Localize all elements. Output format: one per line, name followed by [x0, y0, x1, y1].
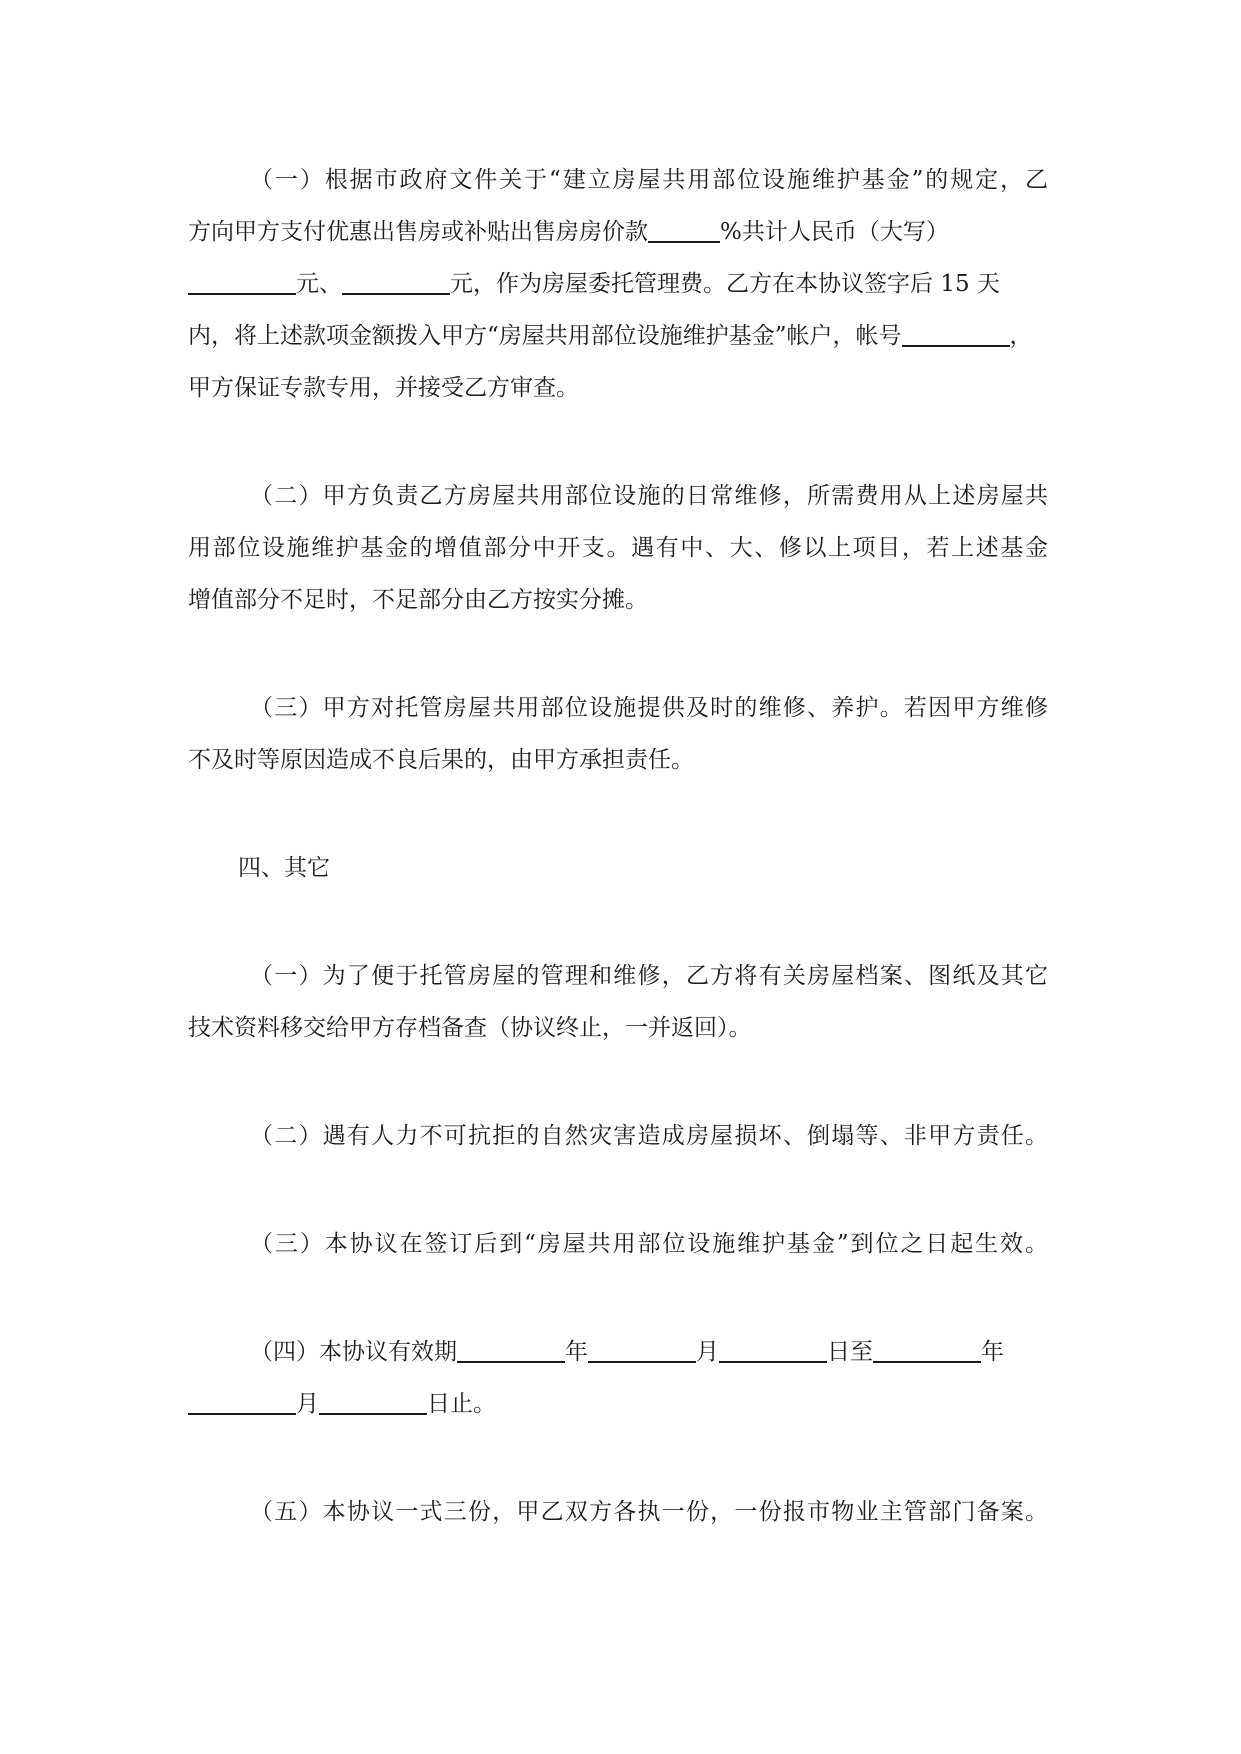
section-heading: 四、其它 — [238, 855, 330, 881]
clause-3-line-2: 不及时等原因造成不良后果的，由甲方承担责任。 — [188, 747, 694, 773]
clause-1-line-4 — [188, 316, 1033, 356]
month-label: 月 — [696, 1339, 719, 1365]
blank-field — [188, 267, 296, 295]
clause-2-line-2: 用部位设施维护基金的增值部分中开支。遇有中、大、修以上项目，若上述基金 — [188, 535, 1048, 561]
blank-field — [902, 319, 1010, 347]
blank-field — [873, 1335, 981, 1363]
clause-1-line-2 — [188, 212, 949, 252]
clause-2-line-1: （二）甲方负责乙方房屋共用部位设施的日常维修，所需费用从上述房屋共 — [250, 483, 1048, 509]
other-5-line: （五）本协议一式三份，甲乙双方各执一份，一份报市物业主管部门备案。 — [250, 1499, 1048, 1525]
clause-1-line-1: （一）根据市政府文件关于“建立房屋共用部位设施维护基金”的规定，乙 — [250, 167, 1048, 193]
clause-1-line-4-text: 内，将上述款项金额拨入甲方“房屋共用部位设施维护基金”帐户，帐号 — [188, 323, 902, 349]
blank-field — [188, 1387, 296, 1415]
blank-field — [342, 267, 450, 295]
other-2-line: （二）遇有人力不可抗拒的自然灾害造成房屋损坏、倒塌等、非甲方责任。 — [250, 1123, 1048, 1149]
other-4-text: （四）本协议有效期 — [250, 1339, 457, 1365]
clause-1-line-3-text: 元、 — [296, 271, 342, 297]
other-1-line-1: （一）为了便于托管房屋的管理和维修，乙方将有关房屋档案、图纸及其它 — [250, 963, 1048, 989]
blank-field — [457, 1335, 565, 1363]
clause-2-line-3: 增值部分不足时，不足部分由乙方按实分摊。 — [188, 587, 648, 613]
clause-1-line-5: 甲方保证专款专用，并接受乙方审查。 — [188, 375, 579, 401]
year-label-2: 年 — [981, 1339, 1004, 1365]
clause-1-line-2-text: 方向甲方支付优惠出售房或补贴出售房房价款 — [188, 219, 648, 245]
blank-field — [588, 1335, 696, 1363]
month-label-2: 月 — [296, 1391, 319, 1417]
blank-field — [319, 1387, 427, 1415]
end-label: 日止。 — [427, 1391, 496, 1417]
other-1-line-2: 技术资料移交给甲方存档备查（协议终止，一并返回）。 — [188, 1015, 752, 1041]
blank-field — [648, 215, 720, 243]
clause-1-line-3-text-b: 元，作为房屋委托管理费。乙方在本协议签字后 15 天 — [450, 271, 1000, 297]
clause-3-line-1: （三）甲方对托管房屋共用部位设施提供及时的维修、养护。若因甲方维修 — [250, 695, 1048, 721]
year-label: 年 — [565, 1339, 588, 1365]
clause-1-line-4-punct: ， — [1009, 323, 1033, 349]
other-4-line-1 — [250, 1332, 1004, 1372]
clause-1-line-3 — [188, 264, 1000, 304]
day-to-label: 日至 — [827, 1339, 873, 1365]
other-4-line-2 — [188, 1384, 496, 1424]
clause-1-line-2-text-b: %共计人民币（大写） — [720, 219, 949, 245]
other-3-line: （三）本协议在签订后到“房屋共用部位设施维护基金”到位之日起生效。 — [250, 1231, 1048, 1257]
blank-field — [719, 1335, 827, 1363]
